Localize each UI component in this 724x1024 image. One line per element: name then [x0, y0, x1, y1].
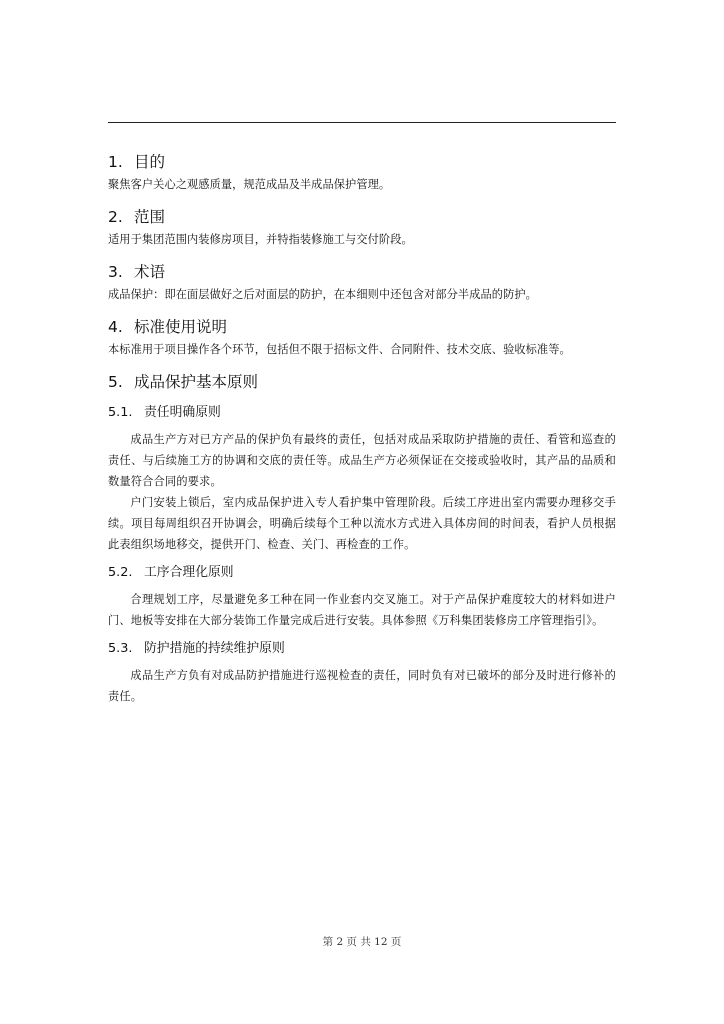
section-heading-principles [108, 368, 616, 395]
subsection-number: 5.2. [108, 565, 133, 580]
paragraph: 成品生产方对已方产品的保护负有最终的责任，包括对成品采取防护措施的责任、看管和巡查的责任、与后续施工方的协调和交底的责任等。成品生产方必须保证在交接或验收时，其产品的品质和数量符合合同的要求。 [108, 433, 616, 488]
paragraph: 户门安装上锁后，室内成品保护进入专人看护集中管理阶段。后续工序进出室内需要办理移交手续。项目每周组织召开协调会，明确后续每个工种以流水方式进入具体房间的时间表，看护人员根据此表组织场地移交，提供开门、检查、关门、再检查的工作。 [108, 496, 616, 551]
subsection-heading-process [108, 563, 616, 583]
subsection-heading-maintenance [108, 639, 616, 659]
section-body-terms: 成品保护：即在面层做好之后对面层的防护，在本细则中还包含对部分半成品的防护。 [108, 288, 537, 301]
subsection-heading-responsibility [108, 403, 616, 423]
section-heading-purpose [108, 148, 616, 175]
section-heading-terms [108, 258, 616, 285]
paragraph: 合理规划工序，尽量避免多工种在同一作业套内交叉施工。对于产品保护难度较大的材料如进户门、地板等安排在大部分装饰工作量完成后进行安装。具体参照《万科集团装修房工序管理指引》。 [108, 593, 616, 627]
paragraph: 成品生产方负有对成品防护措施进行巡视检查的责任，同时负有对已破坏的部分及时进行修补的责任。 [108, 669, 616, 703]
section-heading-usage [108, 313, 616, 340]
section-body-purpose: 聚焦客户关心之观感质量，规范成品及半成品保护管理。 [108, 178, 391, 191]
section-title: 范围 [134, 207, 166, 226]
section-body-usage: 本标准用于项目操作各个环节，包括但不限于招标文件、合同附件、技术交底、验收标准等。 [108, 343, 571, 356]
section-heading-scope [108, 203, 616, 230]
section-number: 4. [108, 317, 123, 336]
subsection-title: 防护措施的持续维护原则 [144, 641, 285, 656]
section-title: 术语 [134, 262, 166, 281]
section-title: 标准使用说明 [134, 317, 228, 336]
section-number: 3. [108, 262, 123, 281]
page-footer: 第 2 页 共 12 页 [322, 936, 402, 948]
subsection-title: 责任明确原则 [144, 405, 221, 420]
header-rule [108, 122, 616, 123]
document-body [108, 148, 616, 707]
section-title: 成品保护基本原则 [134, 372, 259, 391]
section-number: 1. [108, 152, 123, 171]
section-number: 5. [108, 372, 123, 391]
section-title: 目的 [134, 152, 166, 171]
section-body-scope: 适用于集团范围内装修房项目，并特指装修施工与交付阶段。 [108, 233, 413, 246]
subsection-number: 5.3. [108, 641, 133, 656]
subsection-number: 5.1. [108, 405, 133, 420]
subsection-title: 工序合理化原则 [144, 565, 234, 580]
section-number: 2. [108, 207, 123, 226]
